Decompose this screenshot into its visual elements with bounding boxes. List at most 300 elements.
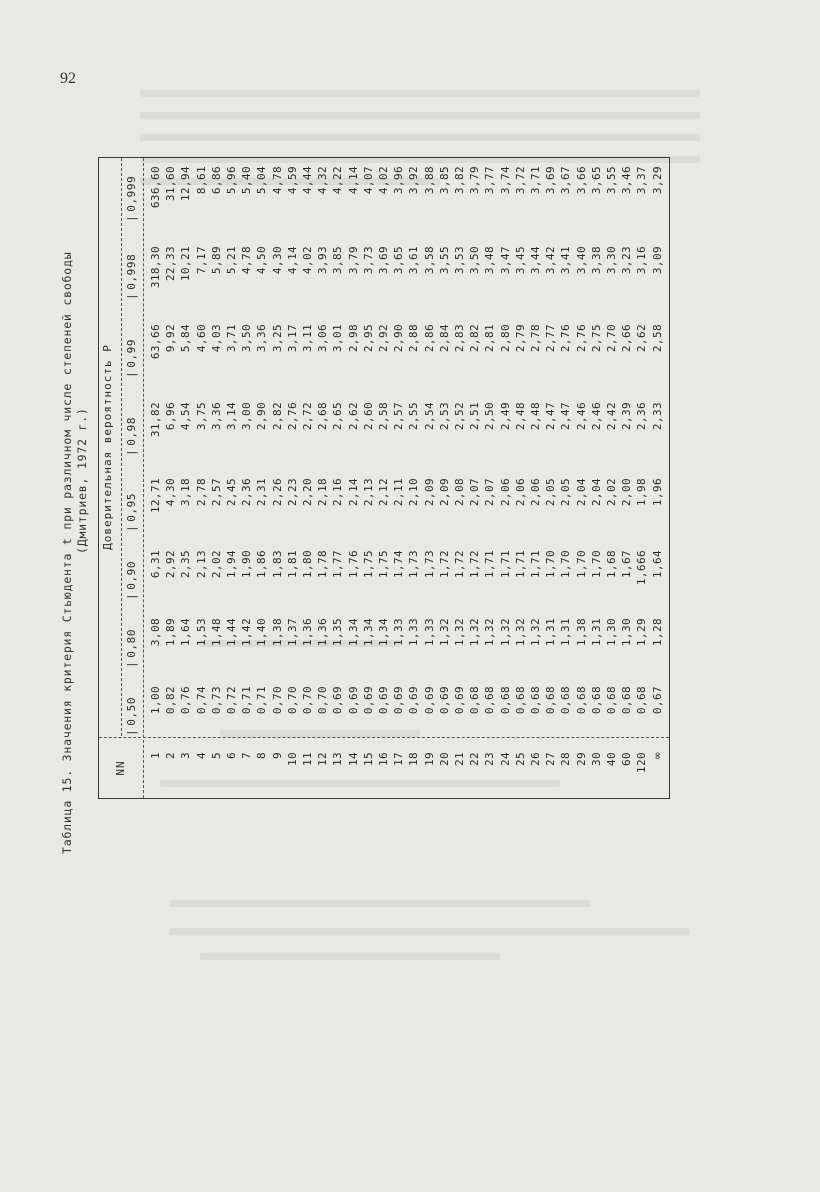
- table-cell: 2,51: [468, 402, 482, 431]
- table-cell: 0,73: [209, 686, 223, 715]
- table-cell: 2,07: [468, 478, 482, 507]
- table-cell: 3,11: [301, 324, 314, 353]
- table-cell: 2,80: [498, 324, 512, 353]
- table-cell: 4,78: [270, 166, 284, 195]
- row-nn: 6: [225, 752, 238, 760]
- table-cell: 3,55: [437, 246, 451, 275]
- table-cell: 3,18: [179, 478, 193, 507]
- table-cell: 1,34: [377, 618, 390, 647]
- table-cell: 1,71: [529, 550, 542, 579]
- column-header: | 0,95: [125, 493, 138, 532]
- table-cell: 3,71: [225, 324, 238, 353]
- table-cell: 0,71: [240, 686, 254, 715]
- table-cell: 2,84: [437, 324, 451, 353]
- table-cell: 1,77: [331, 550, 345, 579]
- row-nn: 1: [149, 752, 162, 760]
- table-cell: 0,72: [225, 686, 238, 715]
- table-cell: 1,71: [483, 550, 497, 579]
- table-cell: 1,80: [301, 550, 314, 579]
- table-cell: 2,82: [270, 402, 284, 431]
- table-cell: 5,04: [255, 166, 269, 195]
- table-row: [179, 158, 195, 798]
- table-cell: 4,03: [209, 324, 223, 353]
- table-cell: 1,78: [316, 550, 330, 579]
- table-cell: 3,67: [559, 166, 573, 195]
- table-cell: 2,60: [361, 402, 375, 431]
- table-cell: 3,75: [194, 402, 208, 431]
- table-cell: 1,33: [407, 618, 421, 647]
- table-cell: 2,90: [392, 324, 406, 353]
- table-cell: 3,92: [407, 166, 421, 195]
- table-cell: 0,68: [589, 686, 603, 715]
- header-probability: Доверительная вероятность P: [101, 344, 114, 550]
- table-cell: 31,60: [164, 166, 178, 202]
- column-header: | 0,98: [125, 417, 138, 456]
- table-cell: 0,70: [301, 686, 314, 715]
- table-row: [362, 158, 378, 798]
- row-nn: 24: [498, 752, 512, 767]
- row-nn: 7: [240, 752, 254, 760]
- table-cell: 1,34: [346, 618, 360, 647]
- table-cell: 2,46: [574, 402, 588, 431]
- row-nn: 16: [377, 752, 390, 767]
- table-cell: 3,46: [620, 166, 634, 195]
- table-cell: 1,73: [407, 550, 421, 579]
- row-nn: 23: [483, 752, 497, 767]
- table-cell: 3,88: [422, 166, 436, 195]
- table-cell: 1,32: [453, 618, 466, 647]
- table-row: [392, 158, 408, 798]
- table-cell: 2,36: [240, 478, 254, 507]
- table-cell: 4,14: [346, 166, 360, 195]
- table-cell: 4,14: [285, 246, 299, 275]
- table-cell: 3,06: [316, 324, 330, 353]
- table-cell: 3,42: [544, 246, 558, 275]
- table-row: [590, 158, 606, 798]
- table-cell: 318,30: [149, 246, 162, 289]
- table-cell: 2,09: [422, 478, 436, 507]
- table-cell: 2,36: [635, 402, 649, 431]
- table-cell: 1,29: [635, 618, 649, 647]
- row-nn: 22: [468, 752, 482, 767]
- table-cell: 1,70: [574, 550, 588, 579]
- table-cell: 2,48: [529, 402, 542, 431]
- table-cell: 3,74: [498, 166, 512, 195]
- table-cell: 4,02: [301, 246, 314, 275]
- table-cell: 0,69: [392, 686, 406, 715]
- row-nn: 26: [529, 752, 542, 767]
- table-cell: 1,48: [209, 618, 223, 647]
- row-nn: 25: [513, 752, 527, 767]
- table-cell: 1,86: [255, 550, 269, 579]
- table-cell: 1,90: [240, 550, 254, 579]
- table-row: [286, 158, 302, 798]
- row-nn: 8: [255, 752, 269, 760]
- table-cell: 2,65: [331, 402, 345, 431]
- table-cell: 2,86: [422, 324, 436, 353]
- table-cell: 1,32: [529, 618, 542, 647]
- bleed-through-line: [140, 112, 700, 119]
- header-nn: NN: [99, 737, 141, 798]
- table-cell: 2,92: [377, 324, 390, 353]
- row-nn: 20: [437, 752, 451, 767]
- table-row: [544, 158, 560, 798]
- table-cell: 1,96: [650, 478, 664, 507]
- table-row: [164, 158, 180, 798]
- table-cell: 5,96: [225, 166, 238, 195]
- table-cell: 3,79: [346, 246, 360, 275]
- table-cell: 1,40: [255, 618, 269, 647]
- table-cell: 2,11: [392, 478, 406, 507]
- table-cell: 5,21: [225, 246, 238, 275]
- table-cell: 2,09: [437, 478, 451, 507]
- table-cell: 2,05: [559, 478, 573, 507]
- table-cell: 1,67: [620, 550, 634, 579]
- table-cell: 5,89: [209, 246, 223, 275]
- table-cell: 2,08: [453, 478, 466, 507]
- table-cell: 2,54: [422, 402, 436, 431]
- table-row: [240, 158, 256, 798]
- table-cell: 63,66: [149, 324, 162, 360]
- table-cell: 2,47: [544, 402, 558, 431]
- row-nn: 18: [407, 752, 421, 767]
- header-bottom-divider: [143, 158, 144, 798]
- table-row: [499, 158, 515, 798]
- table-cell: 2,49: [498, 402, 512, 431]
- table-cell: 1,70: [589, 550, 603, 579]
- column-header: | 0,90: [125, 561, 138, 600]
- table-cell: 0,68: [483, 686, 497, 715]
- row-nn: 27: [544, 752, 558, 767]
- table-row: [620, 158, 636, 798]
- table-cell: 2,02: [605, 478, 618, 507]
- table-cell: 2,53: [437, 402, 451, 431]
- table-cell: 4,54: [179, 402, 193, 431]
- table-cell: 1,31: [559, 618, 573, 647]
- table-cell: 0,68: [468, 686, 482, 715]
- table-cell: 0,70: [285, 686, 299, 715]
- table-cell: 3,69: [544, 166, 558, 195]
- table-cell: 6,31: [149, 550, 162, 579]
- table-cell: 3,17: [285, 324, 299, 353]
- table-cell: 3,36: [255, 324, 269, 353]
- table-cell: 3,72: [513, 166, 527, 195]
- table-cell: 2,33: [650, 402, 664, 431]
- table-cell: 1,68: [605, 550, 618, 579]
- table-cell: 4,60: [194, 324, 208, 353]
- table-cell: 2,45: [225, 478, 238, 507]
- table-cell: 1,64: [179, 618, 193, 647]
- row-nn: 4: [194, 752, 208, 760]
- table-cell: 2,06: [529, 478, 542, 507]
- table-row: [529, 158, 545, 798]
- table-cell: 3,25: [270, 324, 284, 353]
- table-cell: 1,30: [605, 618, 618, 647]
- table-cell: 5,40: [240, 166, 254, 195]
- bleed-through-line: [170, 928, 690, 935]
- table-row: [575, 158, 591, 798]
- table-cell: 3,66: [574, 166, 588, 195]
- table-cell: 3,93: [316, 246, 330, 275]
- table-row: [331, 158, 347, 798]
- table-caption-title: Таблица 15. Значения критерия Стьюдента t при различном числе степеней свободы: [60, 251, 74, 854]
- table-row: [438, 158, 454, 798]
- table-row: [559, 158, 575, 798]
- table-cell: 1,75: [377, 550, 390, 579]
- table-cell: 4,59: [285, 166, 299, 195]
- table-cell: 1,30: [620, 618, 634, 647]
- table-cell: 2,79: [513, 324, 527, 353]
- table-row: [195, 158, 211, 798]
- table-cell: 2,48: [513, 402, 527, 431]
- table-cell: 1,33: [422, 618, 436, 647]
- table-cell: 4,22: [331, 166, 345, 195]
- table-cell: 3,47: [498, 246, 512, 275]
- table-cell: 3,73: [361, 246, 375, 275]
- table-cell: 2,05: [544, 478, 558, 507]
- table-cell: 2,31: [255, 478, 269, 507]
- table-cell: 2,70: [605, 324, 618, 353]
- table-cell: 2,57: [392, 402, 406, 431]
- table-cell: 3,14: [225, 402, 238, 431]
- table-cell: 2,78: [194, 478, 208, 507]
- table-cell: 2,52: [453, 402, 466, 431]
- row-nn: 60: [620, 752, 634, 767]
- table-cell: 3,79: [468, 166, 482, 195]
- table-row: [210, 158, 226, 798]
- column-header: | 0,999: [125, 176, 138, 222]
- table-cell: 2,76: [285, 402, 299, 431]
- table-cell: 2,07: [483, 478, 497, 507]
- table-cell: 1,70: [544, 550, 558, 579]
- table-cell: 12,94: [179, 166, 193, 202]
- table-row: [255, 158, 271, 798]
- table-cell: 3,37: [635, 166, 649, 195]
- table-cell: 2,50: [483, 402, 497, 431]
- table-cell: 1,75: [361, 550, 375, 579]
- table-cell: 0,71: [255, 686, 269, 715]
- table-cell: 3,96: [392, 166, 406, 195]
- table-cell: 3,38: [589, 246, 603, 275]
- table-cell: 2,82: [468, 324, 482, 353]
- table-cell: 3,85: [331, 246, 345, 275]
- table-cell: 0,67: [650, 686, 664, 715]
- table-cell: 2,72: [301, 402, 314, 431]
- table-cell: 2,20: [301, 478, 314, 507]
- table-cell: 0,69: [377, 686, 390, 715]
- student-t-table: [98, 157, 670, 799]
- table-cell: 1,44: [225, 618, 238, 647]
- bleed-through-line: [140, 90, 700, 97]
- table-cell: 0,69: [422, 686, 436, 715]
- table-cell: 3,48: [483, 246, 497, 275]
- row-nn: 5: [209, 752, 223, 760]
- table-cell: 2,13: [361, 478, 375, 507]
- page-number: 92: [60, 70, 76, 87]
- table-cell: 1,42: [240, 618, 254, 647]
- table-cell: 3,44: [529, 246, 542, 275]
- table-cell: 2,77: [544, 324, 558, 353]
- table-cell: 0,69: [453, 686, 466, 715]
- table-cell: 4,32: [316, 166, 330, 195]
- table-cell: 0,69: [346, 686, 360, 715]
- table-cell: 4,44: [301, 166, 314, 195]
- table-row: [377, 158, 393, 798]
- table-cell: 0,68: [620, 686, 634, 715]
- table-cell: 6,96: [164, 402, 178, 431]
- table-cell: 0,68: [574, 686, 588, 715]
- table-cell: 2,26: [270, 478, 284, 507]
- table-cell: 0,76: [179, 686, 193, 715]
- table-cell: 2,92: [164, 550, 178, 579]
- table-cell: 2,76: [574, 324, 588, 353]
- table-cell: 9,92: [164, 324, 178, 353]
- table-cell: 0,69: [407, 686, 421, 715]
- row-nn: 9: [270, 752, 284, 760]
- table-row: [651, 158, 667, 798]
- table-cell: 2,47: [559, 402, 573, 431]
- table-cell: 3,08: [149, 618, 162, 647]
- table-cell: 0,82: [164, 686, 178, 715]
- table-row: [468, 158, 484, 798]
- table-row: [316, 158, 332, 798]
- table-cell: 3,55: [605, 166, 618, 195]
- table-cell: 2,66: [620, 324, 634, 353]
- row-nn: 17: [392, 752, 406, 767]
- table-cell: 0,69: [331, 686, 345, 715]
- table-cell: 4,30: [164, 478, 178, 507]
- row-nn: 21: [453, 752, 466, 767]
- table-cell: 1,33: [392, 618, 406, 647]
- bleed-through-line: [200, 953, 500, 960]
- table-cell: 3,30: [605, 246, 618, 275]
- table-cell: 3,53: [453, 246, 466, 275]
- table-cell: 1,31: [544, 618, 558, 647]
- table-cell: 2,62: [346, 402, 360, 431]
- table-cell: 2,75: [589, 324, 603, 353]
- row-nn: 3: [179, 752, 193, 760]
- table-cell: 2,16: [331, 478, 345, 507]
- table-cell: 3,41: [559, 246, 573, 275]
- table-row: [301, 158, 317, 798]
- table-cell: 1,38: [574, 618, 588, 647]
- table-cell: 1,70: [559, 550, 573, 579]
- column-header: | 0,998: [125, 254, 138, 300]
- table-row: [635, 158, 651, 798]
- table-cell: 636,60: [149, 166, 162, 209]
- table-cell: 22,33: [164, 246, 178, 282]
- table-cell: 3,50: [468, 246, 482, 275]
- row-nn: 15: [361, 752, 375, 767]
- table-cell: 1,31: [589, 618, 603, 647]
- table-cell: 2,57: [209, 478, 223, 507]
- table-cell: 1,32: [483, 618, 497, 647]
- table-cell: 1,32: [513, 618, 527, 647]
- table-cell: 1,32: [437, 618, 451, 647]
- table-cell: 10,21: [179, 246, 193, 282]
- table-cell: 2,14: [346, 478, 360, 507]
- table-cell: 8,61: [194, 166, 208, 195]
- row-nn: ∞: [650, 752, 664, 760]
- row-nn: 28: [559, 752, 573, 767]
- table-cell: 2,23: [285, 478, 299, 507]
- table-caption: [60, 124, 90, 854]
- table-cell: 3,23: [620, 246, 634, 275]
- table-cell: 7,17: [194, 246, 208, 275]
- table-cell: 2,18: [316, 478, 330, 507]
- row-nn: 40: [605, 752, 618, 767]
- table-cell: 3,61: [407, 246, 421, 275]
- table-cell: 1,32: [498, 618, 512, 647]
- table-cell: 0,68: [605, 686, 618, 715]
- row-nn: 30: [589, 752, 603, 767]
- row-nn: 11: [301, 752, 314, 767]
- table-cell: 4,07: [361, 166, 375, 195]
- table-cell: 2,83: [453, 324, 466, 353]
- table-cell: 2,58: [377, 402, 390, 431]
- bleed-through-line: [170, 900, 590, 907]
- table-cell: 0,68: [498, 686, 512, 715]
- table-cell: 3,50: [240, 324, 254, 353]
- table-cell: 2,06: [513, 478, 527, 507]
- table-cell: 3,01: [331, 324, 345, 353]
- table-cell: 3,69: [377, 246, 390, 275]
- table-cell: 0,68: [544, 686, 558, 715]
- table-cell: 4,78: [240, 246, 254, 275]
- table-cell: 1,98: [635, 478, 649, 507]
- rotated-table-block: [60, 124, 760, 854]
- table-cell: 1,28: [650, 618, 664, 647]
- table-cell: 3,65: [589, 166, 603, 195]
- table-cell: 1,666: [635, 550, 649, 586]
- table-cell: 1,71: [498, 550, 512, 579]
- table-cell: 1,36: [301, 618, 314, 647]
- table-cell: 3,40: [574, 246, 588, 275]
- table-cell: 0,68: [559, 686, 573, 715]
- table-cell: 31,82: [149, 402, 162, 438]
- table-cell: 2,58: [650, 324, 664, 353]
- table-cell: 0,70: [270, 686, 284, 715]
- table-cell: 3,58: [422, 246, 436, 275]
- table-cell: 0,69: [437, 686, 451, 715]
- table-cell: 2,98: [346, 324, 360, 353]
- table-cell: 5,84: [179, 324, 193, 353]
- table-cell: 3,82: [453, 166, 466, 195]
- row-nn: 12: [316, 752, 330, 767]
- table-cell: 3,65: [392, 246, 406, 275]
- table-cell: 1,32: [468, 618, 482, 647]
- table-cell: 2,78: [529, 324, 542, 353]
- table-cell: 6,86: [209, 166, 223, 195]
- table-cell: 1,73: [422, 550, 436, 579]
- table-cell: 1,53: [194, 618, 208, 647]
- table-cell: 12,71: [149, 478, 162, 514]
- column-header: | 0,99: [125, 339, 138, 378]
- table-cell: 2,13: [194, 550, 208, 579]
- table-cell: 2,04: [574, 478, 588, 507]
- header-divider: [121, 158, 122, 736]
- table-cell: 1,36: [316, 618, 330, 647]
- table-cell: 4,50: [255, 246, 269, 275]
- table-cell: 1,83: [270, 550, 284, 579]
- table-cell: 0,69: [361, 686, 375, 715]
- table-caption-source: (Дмитриев, 1972 г.): [75, 407, 89, 554]
- table-cell: 2,12: [377, 478, 390, 507]
- table-cell: 4,30: [270, 246, 284, 275]
- table-cell: 2,35: [179, 550, 193, 579]
- table-cell: 3,85: [437, 166, 451, 195]
- table-row: [453, 158, 469, 798]
